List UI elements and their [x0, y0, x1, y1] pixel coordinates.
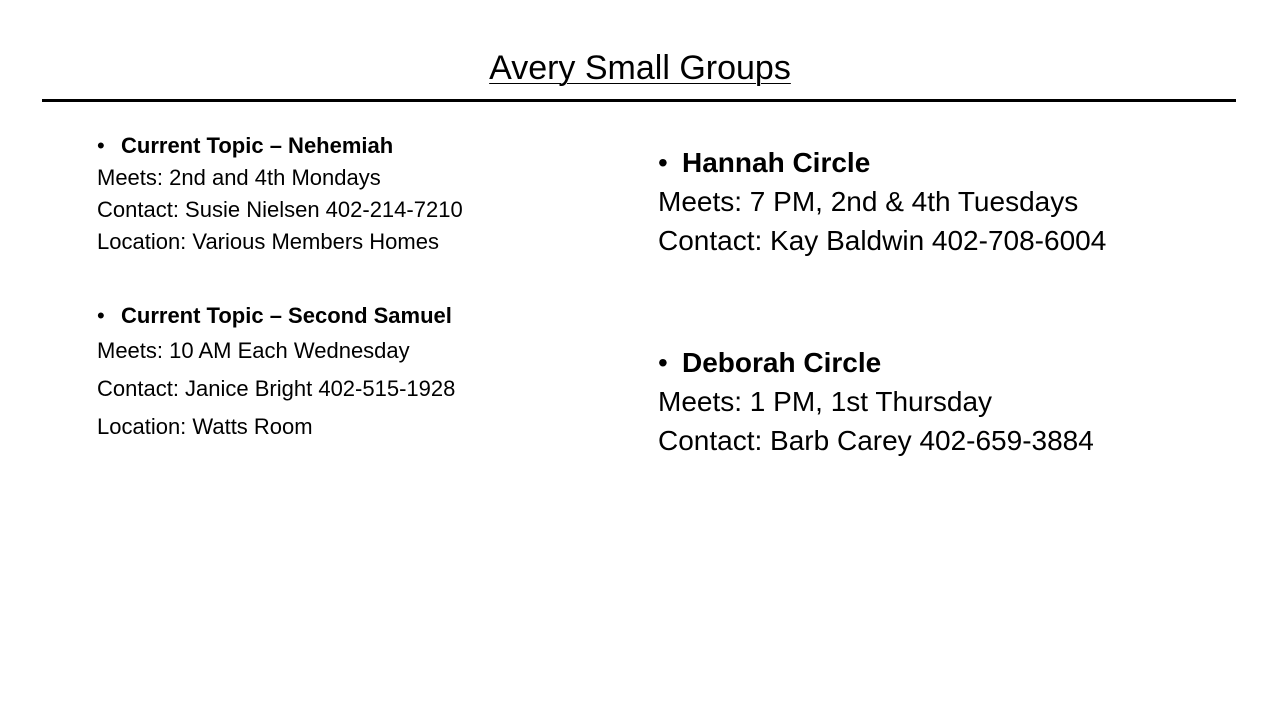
group-hannah-circle	[658, 143, 1106, 260]
group-heading-text: Current Topic – Nehemiah	[121, 133, 394, 158]
group-deborah-circle	[658, 343, 1094, 460]
group-location: Location: Watts Room	[97, 414, 313, 439]
group-heading-text: Current Topic – Second Samuel	[121, 303, 452, 328]
group-heading	[658, 143, 1106, 182]
title-divider	[42, 99, 1236, 102]
bullet-icon: •	[97, 303, 105, 328]
group-contact: Contact: Kay Baldwin 402-708-6004	[658, 225, 1107, 256]
group-second-samuel	[97, 300, 455, 446]
slide-title: Avery Small Groups	[489, 49, 791, 87]
group-meets: Meets: 2nd and 4th Mondays	[97, 165, 381, 190]
group-contact: Contact: Barb Carey 402-659-3884	[658, 425, 1094, 456]
bullet-icon: •	[97, 133, 105, 158]
group-heading-text: Deborah Circle	[682, 347, 882, 378]
group-meets: Meets: 1 PM, 1st Thursday	[658, 386, 993, 417]
group-contact: Contact: Janice Bright 402-515-1928	[97, 376, 456, 401]
group-nehemiah	[97, 130, 463, 258]
bullet-icon: •	[658, 347, 668, 378]
group-contact: Contact: Susie Nielsen 402-214-7210	[97, 197, 463, 222]
group-heading-text: Hannah Circle	[682, 147, 871, 178]
bullet-icon: •	[658, 147, 668, 178]
group-heading	[658, 343, 1094, 382]
group-location: Location: Various Members Homes	[97, 229, 439, 254]
group-heading	[97, 130, 463, 162]
group-meets: Meets: 7 PM, 2nd & 4th Tuesdays	[658, 186, 1079, 217]
group-meets: Meets: 10 AM Each Wednesday	[97, 338, 410, 363]
group-heading	[97, 300, 455, 332]
